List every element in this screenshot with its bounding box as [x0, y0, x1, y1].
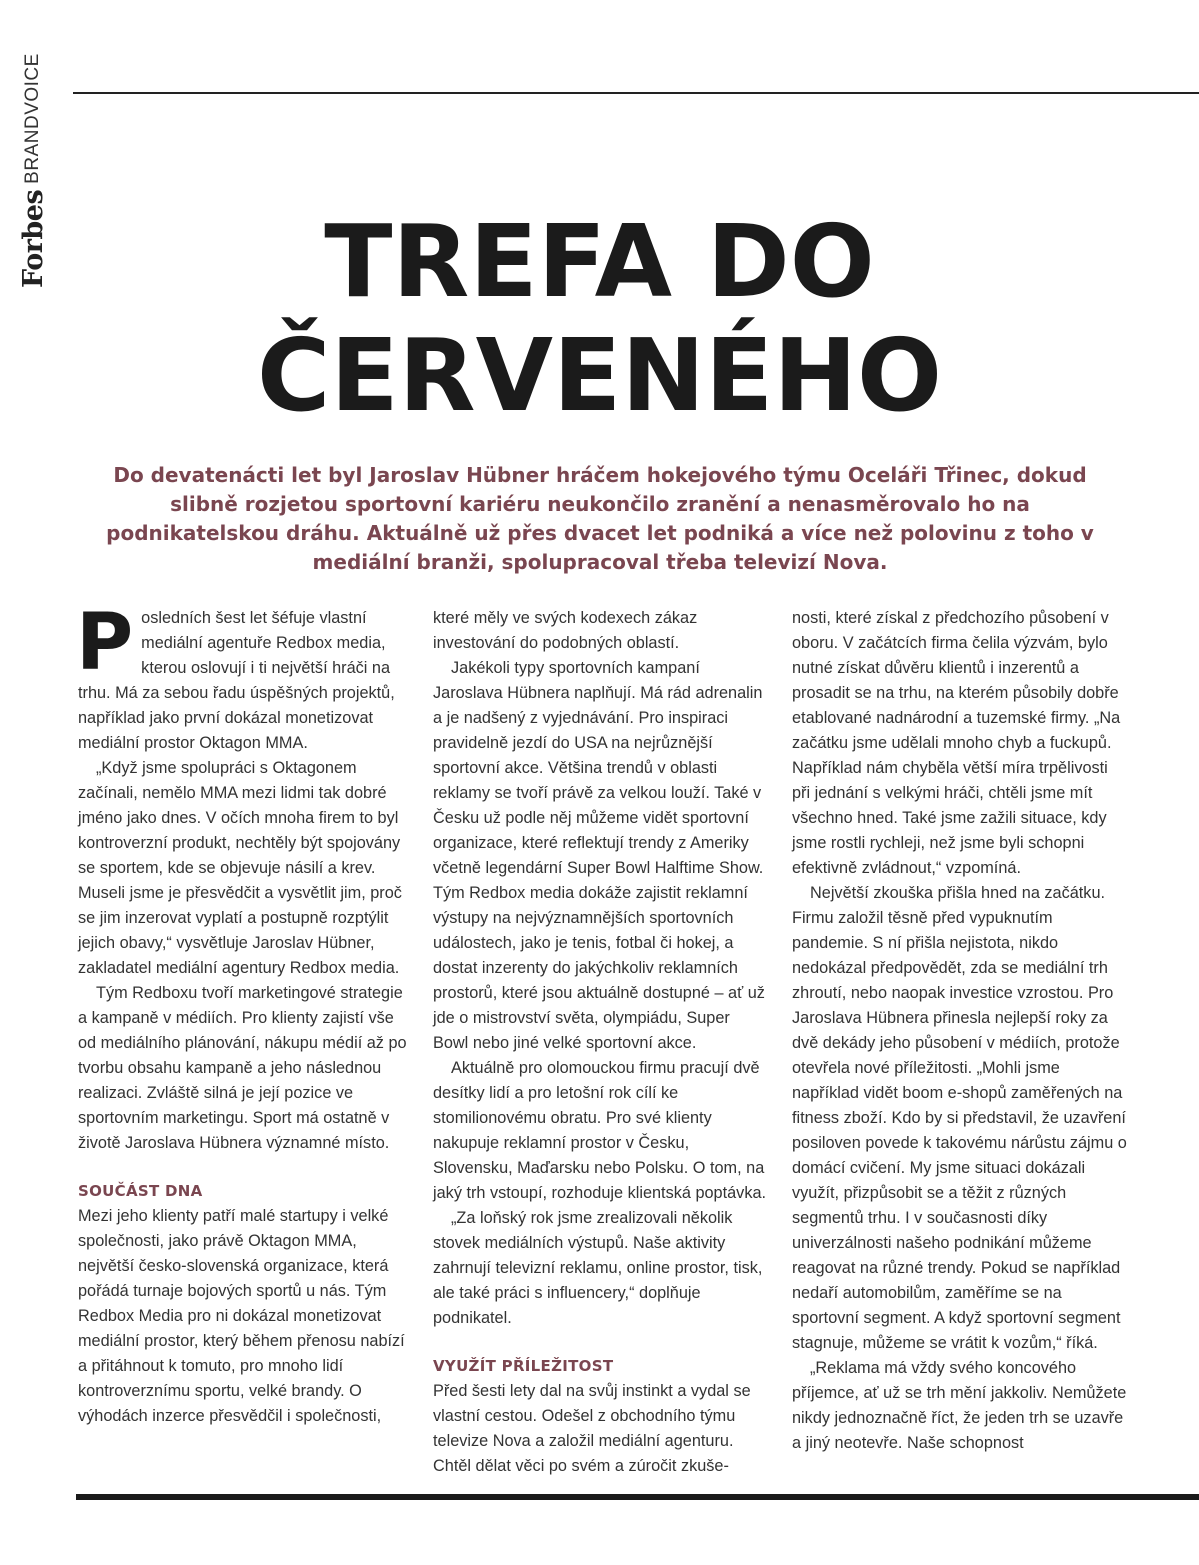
- paragraph: Jakékoli typy sportovních kampaní Jaroslava Hübnera naplňují. Má rád adrenalin a je nadšený z vyjednávání. Pro inspiraci pravidelně jezdí do USA na nejrůznější sportovní akce. Většina trendů v oblasti reklamy se tvoří právě za velkou louží. Také v Česku už podle něj můžeme vidět sportovní organizace, které reflektují trendy z Ameriky včetně legendární Super Bowl Halftime Show. Tým Redbox media dokáže zajistit reklamní výstupy na nejvýznamnějších sportovních událostech, jako je tenis, fotbal či hokej, a dostat inzerenty do jakýchkoliv reklamních prostorů, které jsou aktuálně dostupné – ať už jde o mistrovství světa, olympiádu, Super Bowl nebo jiné velké sportovní akce.: [433, 659, 765, 1052]
- headline-line-2: ČERVENÉHO: [256, 317, 943, 434]
- headline-line-1: TREFA DO: [324, 203, 875, 320]
- lead-paragraph: Do devatenácti let byl Jaroslav Hübner hráčem hokejového týmu Oceláři Třinec, dokud slibně rozjetou sportovní kariéru neukončilo zranění a nenasměrovalo ho na podnikatelskou dráhu. Aktuálně už přes dvacet let podniká a více než polovinu z toho v mediální branži, spolupracoval třeba televizí Nova.: [106, 463, 1094, 574]
- paragraph: „Reklama má vždy svého koncového příjemce, ať už se trh mění jakkoliv. Nemůžete nikdy jednoznačně říct, že jeden trh se uzavře a jiný neotevře. Naše schopnost: [792, 1359, 1127, 1452]
- paragraph: Tým Redboxu tvoří marketingové strategie a kampaně v médiích. Pro klienty zajistí vše od mediálního plánování, nákupu médií až po tvorbu obsahu kampaně a jeho následnou realizaci. Zvláště silná je její pozice ve sportovním marketingu. Sport má ostatně v životě Jaroslava Hübnera významné místo.: [78, 984, 407, 1152]
- section-heading: SOUČÁST DNA: [78, 1182, 203, 1200]
- paragraph: „Za loňský rok jsme zrealizovali několik stovek mediálních výstupů. Naše aktivity zahrnují televizní reklamu, online prostor, tisk, ale také práci s influencery,“ doplňuje podnikatel.: [433, 1209, 763, 1327]
- paragraph: Mezi jeho klienty patří malé startupy i velké společnosti, jako právě Oktagon MMA, největší česko-slovenská organizace, která pořádá turnaje bojových sportů u nás. Tým Redbox Media pro ni dokázal monetizovat mediální prostor, který během přenosu nabízí a přitáhnout k tomuto, pro mnoho lidí kontroverznímu sportu, velké brandy. O výhodách inzerce přesvědčil i společnosti,: [78, 1207, 405, 1425]
- article-column-1: [76, 598, 414, 1429]
- dropcap: P: [76, 598, 134, 688]
- paragraph: Aktuálně pro olomouckou firmu pracují dvě desítky lidí a pro letošní rok cílí ke stomilionovému obratu. Pro své klienty nakupuje reklamní prostor v Česku, Slovensku, Maďarsku nebo Polsku. O tom, na jaký trh vstoupí, rozhoduje klientská poptávka.: [433, 1059, 767, 1202]
- paragraph: které měly ve svých kodexech zákaz investování do podobných oblastí.: [433, 609, 698, 652]
- paragraph: Největší zkouška přišla hned na začátku. Firmu založil těsně před vypuknutím pandemie. S ní přišla nejistota, nikdo nedokázal předpovědět, zda se mediální trh zhroutí, nebo naopak investice vzrostou. Pro Jaroslava Hübnera přinesla nejlepší roky za dvě dekády jeho působení v médiích, protože otevřela nové příležitosti. „Mohli jsme například vidět boom e-shopů zaměřených na fitness zboží. Kdo by si představil, že uzavření posiloven povede k takovému nárůstu zájmu o domácí cvičení. My jsme situaci dokázali využít, přizpůsobit se a těžit z různých segmentů trhu. I v současnosti díky univerzálnosti našeho podnikání můžeme reagovat na různé trendy. Pokud se například nedaří automobilům, zaměříme se na sportovní segment. A když sportovní segment stagnuje, můžeme se vrátit k vozům,“ říká.: [792, 884, 1127, 1352]
- bottom-rule: [76, 1494, 1199, 1500]
- paragraph: „Když jsme spolupráci s Oktagonem začínali, nemělo MMA mezi lidmi tak dobré jméno jako dnes. V očích mnoha firem to byl kontroverzní produkt, nechtěly být spojovány se sportem, kde se objevuje násilí a krev. Museli jsme je přesvědčit a vysvětlit jim, proč se jim inzerovat vyplatí a postupně rozptýlit jejich obavy,“ vysvětluje Jaroslav Hübner, zakladatel mediální agentury Redbox media.: [78, 759, 402, 977]
- paragraph: Před šesti lety dal na svůj instinkt a vydal se vlastní cestou. Odešel z obchodního týmu televize Nova a založil mediální agenturu. Chtěl dělat věci po svém a zúročit zkuše-: [433, 1382, 751, 1475]
- article-column-3: [792, 606, 1128, 1456]
- brand-tag: BRANDVOICE: [22, 53, 43, 184]
- paragraph: nosti, které získal z předchozího působení v oboru. V začátcích firma čelila výzvám, bylo nutné získat důvěru klientů i inzerentů a prosadit se na trhu, na kterém působily dobře etablované nadnárodní a tuzemské firmy. „Na začátku jsme udělali mnoho chyb a fuckupů. Například nám chyběla větší míra trpělivosti při jednání s velkými hráči, chtěli jsme mít všechno hned. Také jsme zažili situace, kdy jsme rostli rychleji, než jsme byli schopni efektivně zvládnout,“ vzpomíná.: [792, 609, 1121, 877]
- section-heading: VYUŽÍT PŘÍLEŽITOST: [433, 1357, 614, 1375]
- brand-logo: Forbes: [17, 189, 49, 288]
- paragraph: osledních šest let šéfuje vlastní mediální agentuře Redbox media, kterou oslovují i ti největší hráči na trhu. Má za sebou řadu úspěšných projektů, například jako první dokázal monetizovat mediální prostor Oktagon MMA.: [78, 609, 395, 752]
- top-rule: [73, 92, 1199, 94]
- article-column-2: [433, 606, 769, 1479]
